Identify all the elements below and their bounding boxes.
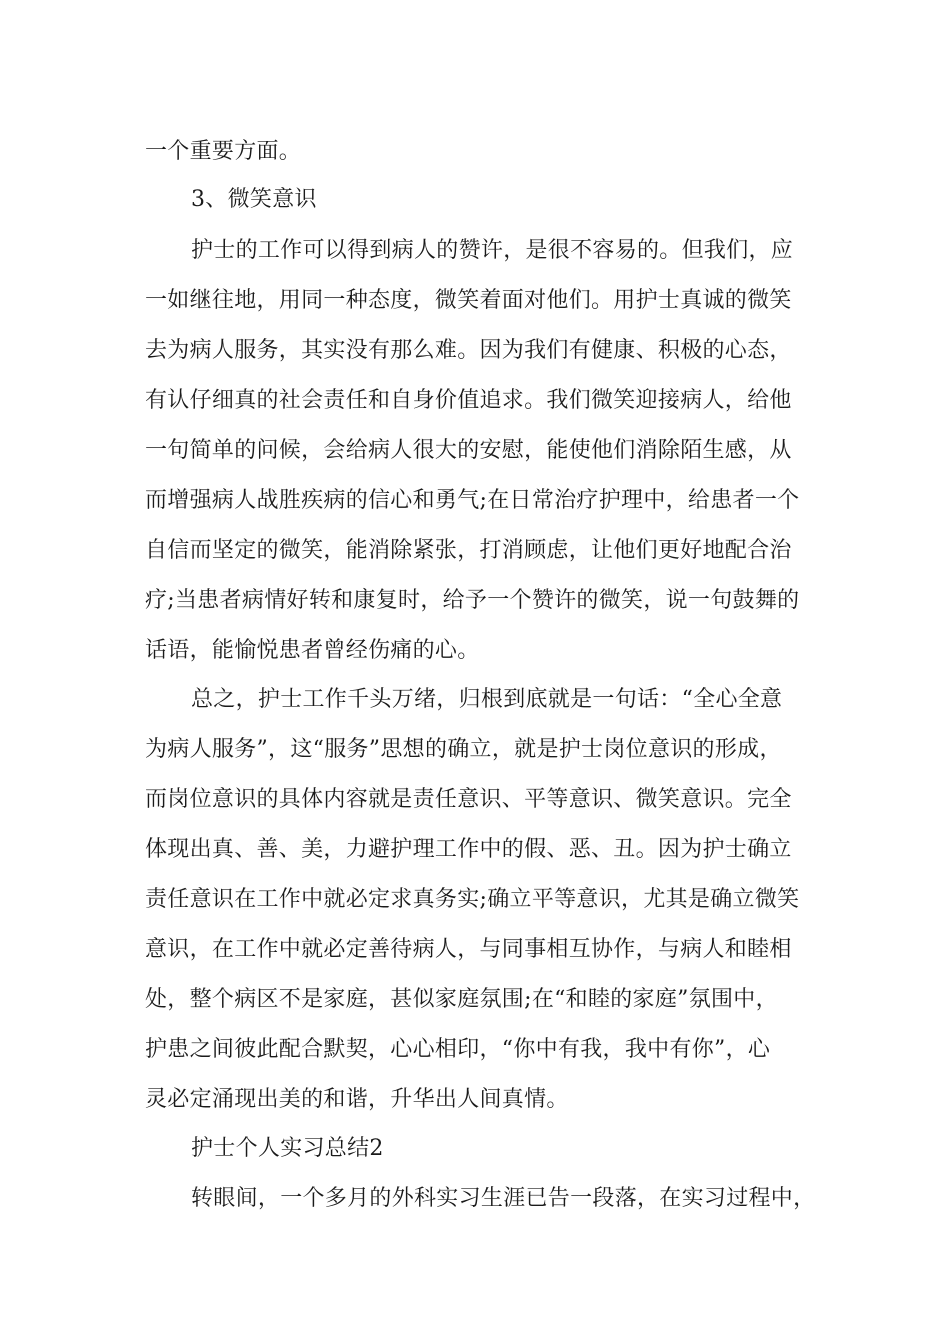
paragraph-first-line: 护士的工作可以得到病人的赞许，是很不容易的。但我们，应 <box>191 238 794 263</box>
paragraph-first-line: 转眼间，一个多月的外科实习生涯已告一段落，在实习过程中， <box>191 1186 816 1211</box>
body-text-line: 一个重要方面。 <box>145 139 302 164</box>
body-text-line: 而岗位意识的具体内容就是责任意识、平等意识、微笑意识。完全 <box>145 787 792 812</box>
body-text-line: 处，整个病区不是家庭，甚似家庭氛围;在“和睦的家庭”氛围中， <box>145 987 778 1012</box>
body-text-line: 话语，能愉悦患者曾经伤痛的心。 <box>145 638 480 663</box>
paragraph-first-line: 总之，护士工作千头万绪，归根到底就是一句话：“全心全意 <box>191 687 783 712</box>
body-text-line: 疗;当患者病情好转和康复时，给予一个赞许的微笑，说一句鼓舞的 <box>145 588 800 613</box>
body-text-line: 而增强病人战胜疾病的信心和勇气;在日常治疗护理中，给患者一个 <box>145 488 800 513</box>
body-text-line: 一句简单的问候，会给病人很大的安慰，能使他们消除陌生感，从 <box>145 438 792 463</box>
body-text-line: 灵必定涌现出美的和谐，升华出人间真情。 <box>145 1087 569 1112</box>
body-text-line: 自信而坚定的微笑，能消除紧张，打消顾虑，让他们更好地配合治 <box>145 538 792 563</box>
body-text-line: 护患之间彼此配合默契，心心相印，“你中有我，我中有你”，心 <box>145 1037 771 1062</box>
section-heading-summary-2: 护士个人实习总结2 <box>191 1136 384 1161</box>
body-text-line: 一如继往地，用同一种态度，微笑着面对他们。用护士真诚的微笑 <box>145 288 792 313</box>
section-heading-smile-awareness: 3、微笑意识 <box>191 187 317 212</box>
body-text-line: 体现出真、善、美，力避护理工作中的假、恶、丑。因为护士确立 <box>145 837 792 862</box>
body-text-line: 去为病人服务，其实没有那么难。因为我们有健康、积极的心态， <box>145 338 792 363</box>
body-text-line: 为病人服务”，这“服务”思想的确立，就是护士岗位意识的形成， <box>145 737 782 762</box>
body-text-line: 责任意识在工作中就必定求真务实;确立平等意识，尤其是确立微笑 <box>145 887 800 912</box>
body-text-line: 有认仔细真的社会责任和自身价值追求。我们微笑迎接病人，给他 <box>145 388 792 413</box>
body-text-line: 意识，在工作中就必定善待病人，与同事相互协作，与病人和睦相 <box>145 937 792 962</box>
